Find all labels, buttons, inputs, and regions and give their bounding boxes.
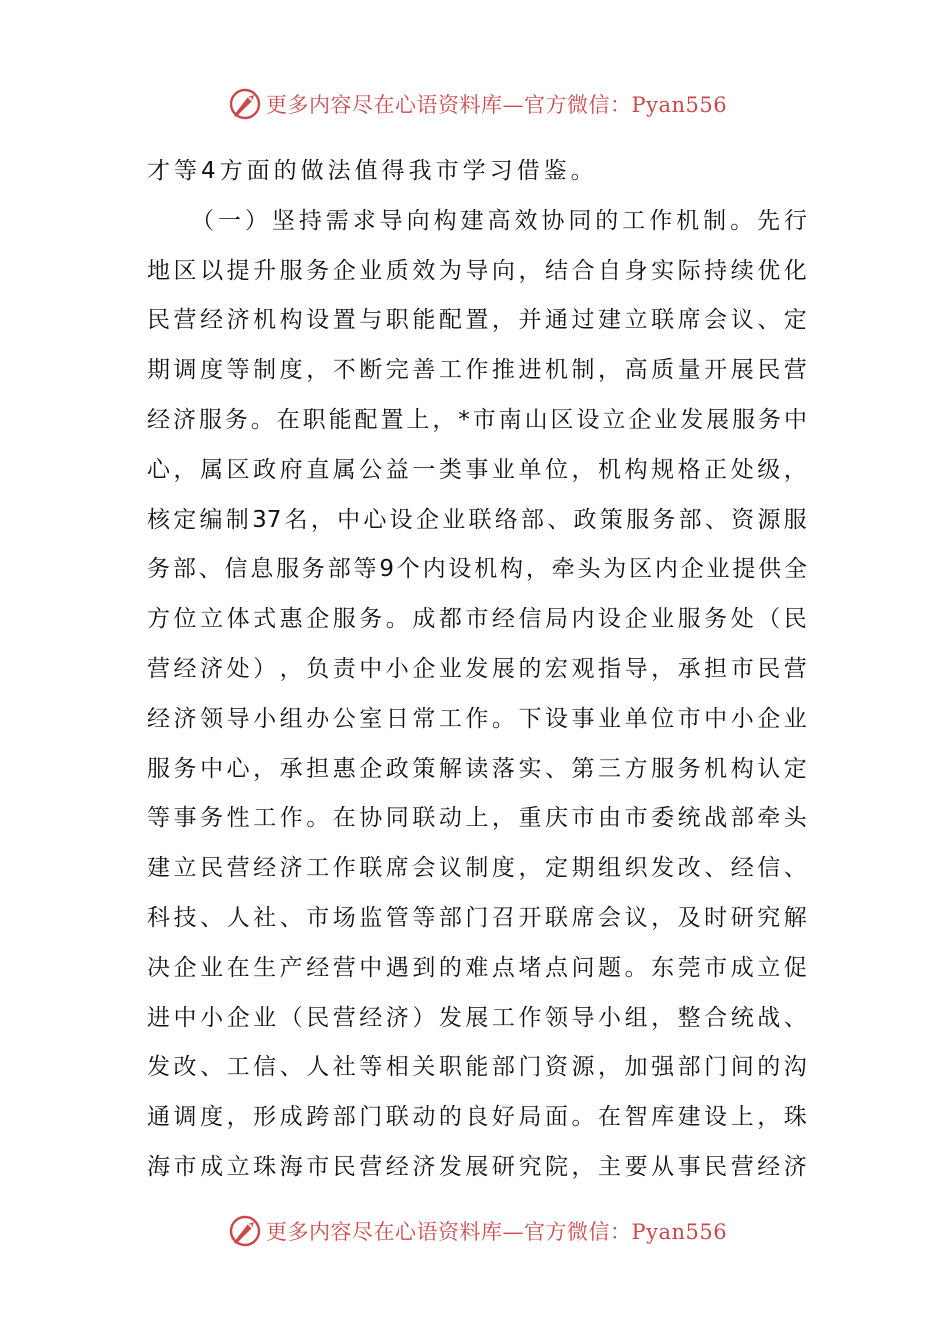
text-line: 经 济 服 务 。 在 职 能 配 置 上 ， * 市 南 山 区 设 立 企 业 发 展 服 务 中 [147,406,807,433]
text-line: 建 立 民 营 经 济 工 作 联 席 会 议 制 度 ， 定 期 组 织 发 改 、 经 信 、 [147,855,807,882]
pen-nib-logo-icon [228,1214,262,1248]
text-line: （ 一 ） 坚 持 需 求 导 向 构 建 高 效 协 同 的 工 作 机 制 。 先 行 [191,207,807,234]
text-line: 决 企 业 在 生 产 经 营 中 遇 到 的 难 点 堵 点 问 题 。 东 莞 市 成 立 促 [147,954,807,981]
text-line: 服 务 中 心 ， 承 担 惠 企 政 策 解 读 落 实 、 第 三 方 服 务 机 构 认 定 [147,755,807,782]
text-line: 营 经 济 处 ） ， 负 责 中 小 企 业 发 展 的 宏 观 指 导 ， 承 担 市 民 营 [147,655,807,682]
document-body [147,147,807,1193]
watermark-text: 更多内容尽在心语资料库—官方微信：Pyan556 [266,93,728,117]
text-line: 海 市 成 立 珠 海 市 民 营 经 济 发 展 研 究 院 ， 主 要 从 事 民 营 经 济 [147,1153,807,1180]
text-line: 科 技 、 人 社 、 市 场 监 管 等 部 门 召 开 联 席 会 议 ， 及 时 研 究 解 [147,904,807,931]
text-line: 才等4方面的做法值得我市学习借鉴。 [147,158,598,184]
text-line: 通 调 度 ， 形 成 跨 部 门 联 动 的 良 好 局 面 。 在 智 库 建 设 上 ， 珠 [147,1104,807,1131]
watermark-header [228,84,727,124]
text-line: 经 济 领 导 小 组 办 公 室 日 常 工 作 。 下 设 事 业 单 位 市 中 小 企 业 [147,705,807,732]
text-line: 进 中 小 企 业 （ 民 营 经 济 ） 发 展 工 作 领 导 小 组 ， 整 合 统 战 、 [147,1004,807,1031]
text-line: 期 调 度 等 制 度 ， 不 断 完 善 工 作 推 进 机 制 ， 高 质 量 开 展 民 营 [147,357,807,384]
text-line: 务 部 、 信 息 服 务 部 等 9 个 内 设 机 构 ， 牵 头 为 区 内 企 业 提 供 全 [147,556,807,583]
text-line: 等 事 务 性 工 作 。 在 协 同 联 动 上 ， 重 庆 市 由 市 委 统 战 部 牵 头 [147,805,807,832]
pen-nib-logo-icon [228,87,262,121]
text-line: 方 位 立 体 式 惠 企 服 务 。 成 都 市 经 信 局 内 设 企 业 服 务 处 （ 民 [147,606,807,633]
text-line: 核 定 编 制 37 名 ， 中 心 设 企 业 联 络 部 、 政 策 服 务 部 、 资 源 服 [147,506,807,533]
text-line: 民 营 经 济 机 构 设 置 与 职 能 配 置 ， 并 通 过 建 立 联 席 会 议 、 定 [147,307,807,334]
watermark-text: 更多内容尽在心语资料库—官方微信：Pyan556 [266,1220,728,1244]
text-line: 心 ， 属 区 政 府 直 属 公 益 一 类 事 业 单 位 ， 机 构 规 格 正 处 级 ， [147,456,807,483]
watermark-footer [228,1211,727,1251]
text-line: 发 改 、 工 信 、 人 社 等 相 关 职 能 部 门 资 源 ， 加 强 部 门 间 的 沟 [147,1054,807,1081]
text-line: 地 区 以 提 升 服 务 企 业 质 效 为 导 向 ， 结 合 自 身 实 际 持 续 优 化 [147,257,807,284]
